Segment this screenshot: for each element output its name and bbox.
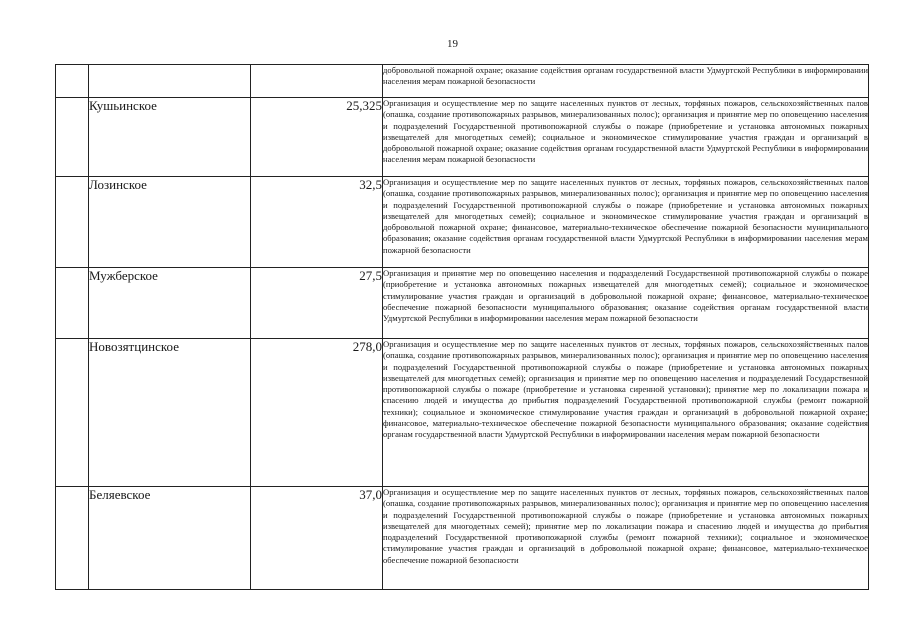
description-cell: Организация и осуществление мер по защите населенных пунктов от лесных, торфяных пожаров, сельскохозяйственных палов (опашка, создание противопожарных разрывов, минерализованных полос); организация и принятие мер по оповещению населения и подразделений Государственной противопожарной службы о пожаре (приобретение и установка автономных пожарных извещателей для многодетных семей); социальное и экономическое стимулирование участия граждан и организаций в добровольной пожарной охране; оказание содействия органам государственной власти Удмуртской Республики в информировании населения мерам пожарной безопасности	[383, 98, 869, 177]
index-cell	[56, 65, 89, 98]
table-row	[56, 65, 869, 98]
amount-cell: 37,0	[251, 487, 383, 590]
settlement-name-cell	[89, 65, 251, 98]
amount-cell: 278,0	[251, 339, 383, 487]
settlement-name-cell: Кушьинское	[89, 98, 251, 177]
table-row	[56, 487, 869, 590]
settlement-name-cell: Новозятцинское	[89, 339, 251, 487]
table-row	[56, 339, 869, 487]
index-cell	[56, 177, 89, 268]
description-cell: добровольной пожарной охране; оказание содействия органам государственной власти Удмуртской Республики в информировании населения мерам пожарной безопасности	[383, 65, 869, 98]
table-row	[56, 268, 869, 339]
settlement-name-cell: Беляевское	[89, 487, 251, 590]
amount-cell: 32,5	[251, 177, 383, 268]
description-cell: Организация и принятие мер по оповещению населения и подразделений Государственной противопожарной службы о пожаре (приобретение и установка автономных пожарных извещателей для многодетных семей); социальное и экономическое стимулирование участия граждан и организаций в добровольной пожарной охране; финансовое, материально-техническое обеспечение пожарной безопасности муниципального образования; оказание содействия органам государственной власти Удмуртской Республики в информировании населения мерам пожарной безопасности	[383, 268, 869, 339]
description-cell: Организация и осуществление мер по защите населенных пунктов от лесных, торфяных пожаров, сельскохозяйственных палов (опашка, создание противопожарных разрывов, минерализованных полос); организация и принятие мер по оповещению населения и подразделений Государственной противопожарной службы о пожаре (приобретение и установка автономных пожарных извещателей для многодетных семей); принятие мер по локализации пожара и спасению людей и имущества до прибытия подразделений Государственной противопожарной службы (ремонт пожарной техники); социальное и экономическое стимулирование участия граждан и организаций в добровольной пожарной охране; финансовое, материально-техническое обеспечение пожарной безопасности	[383, 487, 869, 590]
table-row	[56, 98, 869, 177]
amount-cell	[251, 65, 383, 98]
amount-cell: 25,325	[251, 98, 383, 177]
description-cell: Организация и осуществление мер по защите населенных пунктов от лесных, торфяных пожаров, сельскохозяйственных палов (опашка, создание противопожарных разрывов, минерализованных полос); организация и принятие мер по оповещению населения и подразделений Государственной противопожарной службы о пожаре (приобретение и установка автономных пожарных извещателей для многодетных семей); социальное и экономическое стимулирование участия граждан и организаций в добровольной пожарной охране; финансовое, материально-техническое обеспечение пожарной безопасности муниципального образования; оказание содействия органам государственной власти Удмуртской Республики в информировании населения мерам пожарной безопасности	[383, 177, 869, 268]
page-number: 19	[447, 38, 458, 50]
description-cell: Организация и осуществление мер по защите населенных пунктов от лесных, торфяных пожаров, сельскохозяйственных палов (опашка, создание противопожарных разрывов, минерализованных полос); организация и принятие мер по оповещению населения и подразделений Государственной противопожарной службы о пожаре (приобретение и установка автономных пожарных извещателей для многодетных семей); организация и принятие мер по оповещению населения и подразделений Государственной противопожарной службы о пожаре (приобретение и установка сиренной установки); принятие мер по локализации пожара и спасению людей и имущества до прибытия подразделений Государственной противопожарной службы (ремонт пожарной техники); социальное и экономическое стимулирование участия граждан и организаций в добровольной пожарной охране; финансовое, материально-техническое обеспечение пожарной безопасности муниципального образования; оказание содействия органам государственной власти Удмуртской Республики в информировании населения мерам пожарной безопасности	[383, 339, 869, 487]
index-cell	[56, 339, 89, 487]
distribution-table	[55, 64, 869, 590]
index-cell	[56, 487, 89, 590]
amount-cell: 27,5	[251, 268, 383, 339]
index-cell	[56, 98, 89, 177]
settlement-name-cell: Мужберское	[89, 268, 251, 339]
index-cell	[56, 268, 89, 339]
table-row	[56, 177, 869, 268]
settlement-name-cell: Лозинское	[89, 177, 251, 268]
